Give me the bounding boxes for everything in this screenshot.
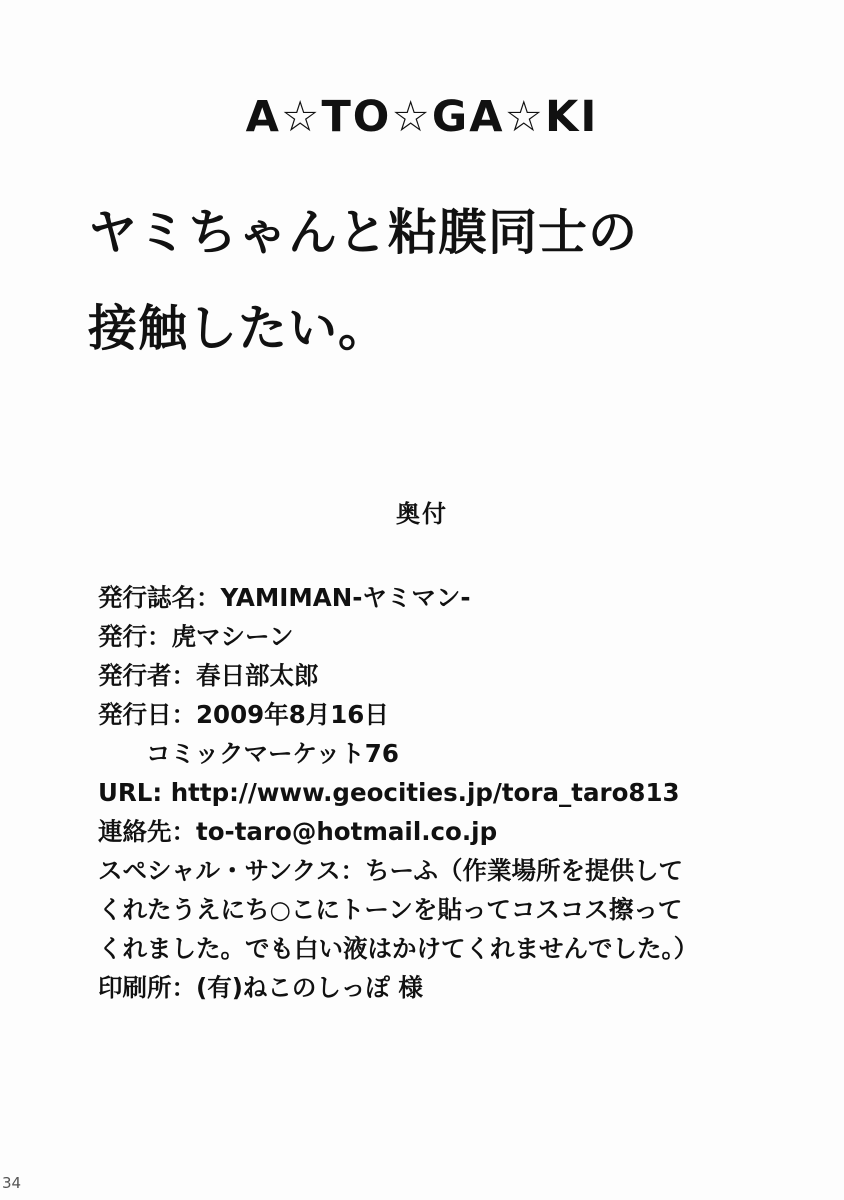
- colophon-event: コミックマーケット76: [146, 739, 399, 768]
- colophon-printer: 印刷所：(有)ねこのしっぽ 様: [98, 973, 423, 1002]
- colophon-contact[interactable]: 連絡先：to-taro@hotmail.co.jp: [98, 817, 498, 846]
- colophon-date: 発行日：2009年8月16日: [98, 700, 389, 729]
- colophon-special-thanks-line-3: くれました。でも白い液はかけてくれませんでした。）: [98, 934, 699, 963]
- colophon-special-thanks-line-1: スペシャル・サンクス：ちーふ（作業場所を提供して: [98, 856, 684, 885]
- headline-line-1: ヤミちゃんと粘膜同士の: [88, 204, 639, 261]
- colophon-publication-name: 発行誌名：YAMIMAN-ヤミマン-: [98, 583, 471, 612]
- colophon-url[interactable]: URL: http://www.geocities.jp/tora_taro813: [98, 778, 680, 807]
- colophon-publisher: 発行：虎マシーン: [98, 622, 294, 651]
- colophon-heading: 奥付: [396, 500, 448, 528]
- page-number: 34: [2, 1174, 22, 1192]
- colophon-special-thanks-line-2: くれたうえにち○こにトーンを貼ってコスコス擦って: [98, 895, 683, 924]
- colophon-author: 発行者：春日部太郎: [98, 661, 319, 690]
- headline-line-2: 接触したい。: [88, 300, 389, 357]
- colophon-block: [98, 578, 798, 1007]
- afterword-title: A☆TO☆GA☆KI: [245, 92, 599, 142]
